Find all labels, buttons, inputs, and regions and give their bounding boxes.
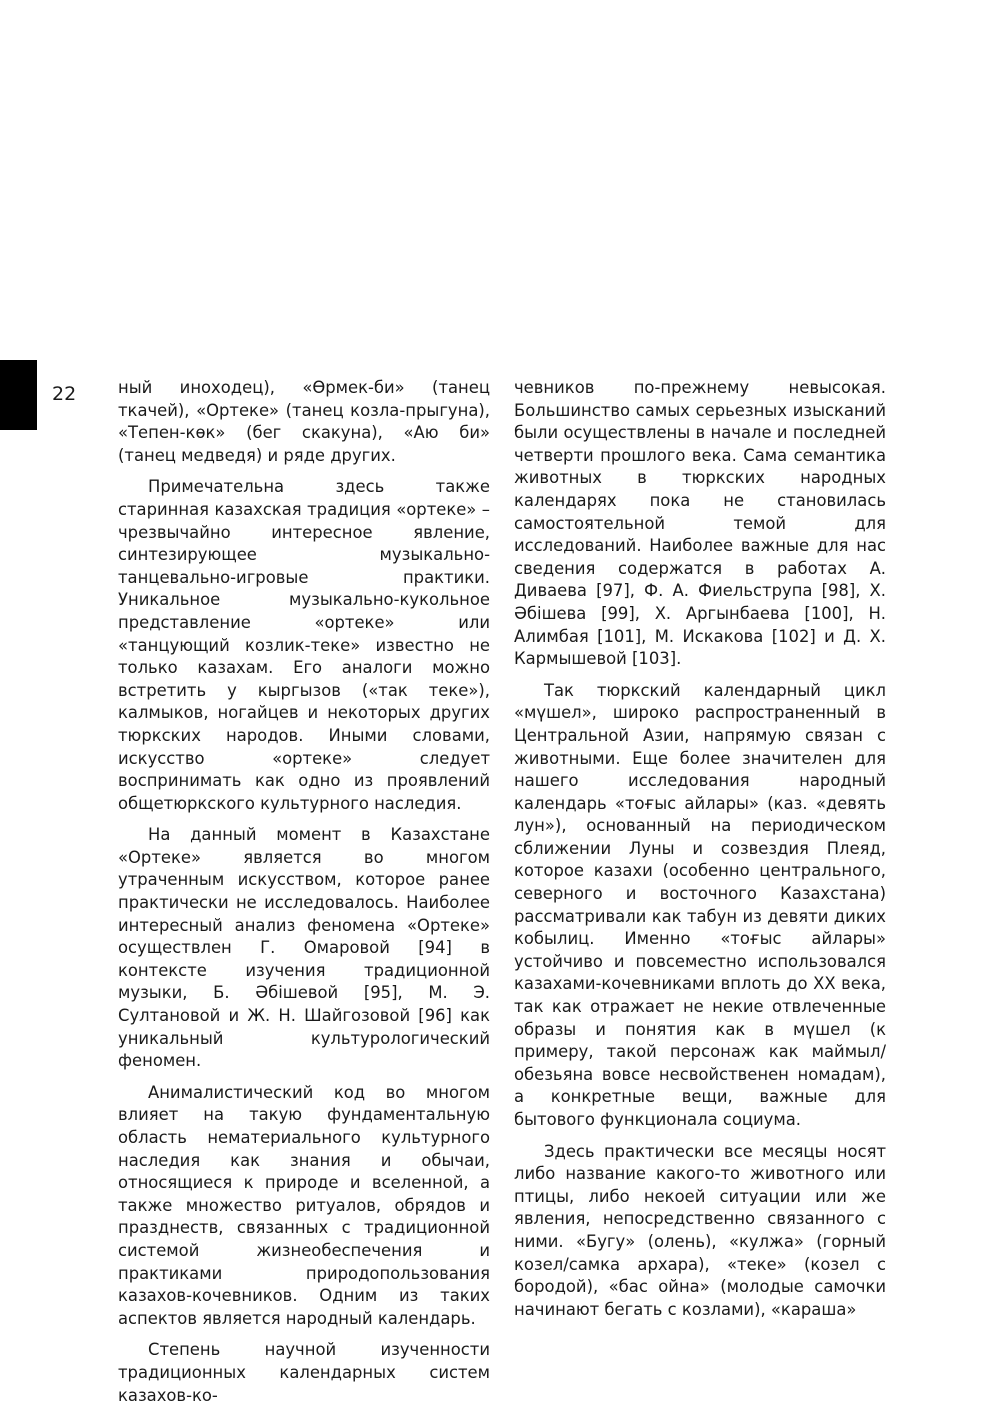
paragraph: На данный момент в Казахстане «Ортеке» является во многом утраченным искусством, которое ранее практически не исследовалось. Наиболее интересный анализ феномена «Ортеке» осуществлен Г. Омаровой [94] в контексте изучения традиционной музыки, Б. Әбішевой [95], М. Э. Султановой и Ж. Н. Шайгозовой [96] как уникальный культурологический феномен.: [118, 825, 490, 1071]
paragraph: Примечательна здесь также старинная казахская традиция «ортеке» – чрезвычайно интересное явление, синтезирующее музыкально-танцевально-игровые практики. Уникальное музыкально-кукольное представление «ортеке» или «танцующий козлик-теке» известно не только казахам. Его аналоги можно встретить у кыргызов («так теке»), калмыков, ногайцев и некоторых других тюркских народов. Иными словами, искусство «ортеке» следует воспринимать как одно из проявлений общетюркского культурного наследия.: [118, 477, 490, 813]
paragraph: чевников по-прежнему невысокая. Большинство самых серьезных изысканий были осуществлены в начале и последней четверти прошлого века. Сама семантика животных в тюркских народных календарях пока не становилась самостоятельной темой для исследований. Наиболее важные для нас сведения содержатся в работах А. Диваева [97], Ф. А. Фиельструпа [98], Х. Әбішева [99], Х. Аргынбаева [100], Н. Алимбая [101], М. Искакова [102] и Д. Х. Кармышевой [103].: [514, 378, 886, 669]
left-column: [118, 377, 490, 1416]
paragraph: ный иноходец), «Өрмек-би» (танец ткачей), «Ортеке» (танец козла-прыгуна), «Тепен-көк» (бег скакуна), «Аю би» (танец медведя) и ряде других.: [118, 378, 490, 465]
right-column: [514, 377, 886, 1330]
page-edge-tab: [0, 360, 37, 430]
paragraph: Так тюркский календарный цикл «мүшел», широко распространенный в Центральной Азии, напрямую связан с животными. Еще более значителен для нашего исследования народный календарь «тоғыс айлары» (каз. «девять лун»), основанный на периодическом сближении Луны и созвездия Плеяд, которое казахи (особенно центрального, северного и восточного Казахстана) рассматривали как табун из девяти диких кобылиц. Именно «тоғыс айлары» устойчиво и повсеместно использовался казахами-кочевниками вплоть до XX века, так как отражает не некие отвлеченные образы и понятия как в мүшел (к примеру, такой персонаж как маймыл/обезьяна вовсе несвойственен номадам), а конкретные вещи, важные для бытового функционала социума.: [514, 680, 886, 1129]
paragraph: Здесь практически все месяцы носят либо название какого-то животного или птицы, либо некоей ситуации или же явления, непосредственно связанного с ними. «Бугу» (олень), «кулжа» (горный козел/самка архара), «теке» (козел с бородой), «бас ойна» (молодые самочки начинают бегать с козлами), «караша»: [514, 1141, 886, 1319]
paragraph: Степень научной изученности традиционных календарных систем казахов-ко-: [118, 1340, 490, 1405]
paragraph: Анималистический код во многом влияет на такую фундаментальную область нематериального культурного наследия как знания и обычаи, относящиеся к природе и вселенной, а также множество ритуалов, обрядов и празднеств, связанных с традиционной системой жизнеобеспечения и практиками природопользования казахов-кочевников. Одним из таких аспектов является народный календарь.: [118, 1082, 490, 1328]
page-number: 22: [52, 383, 77, 405]
